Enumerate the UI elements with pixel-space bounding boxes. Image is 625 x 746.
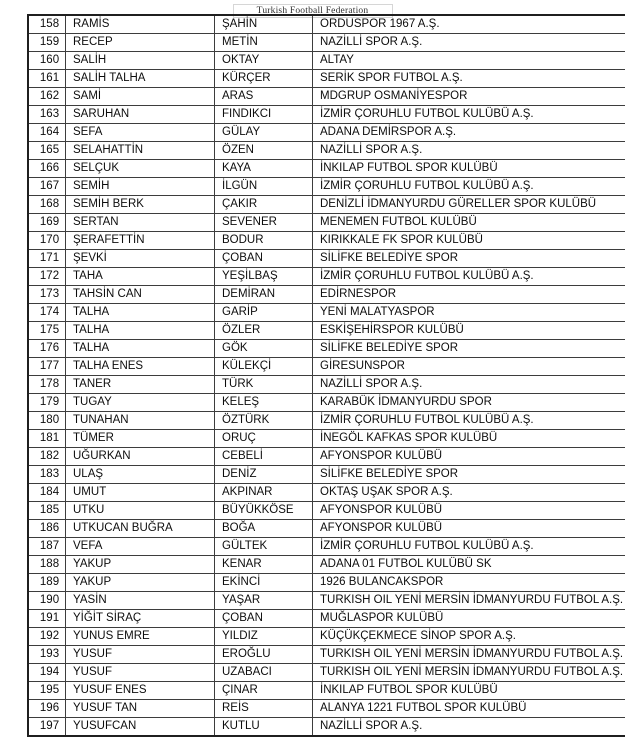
first-name-cell: UTKU: [66, 502, 215, 520]
table-row: [28, 214, 625, 232]
last-name-cell: İLGÜN: [215, 178, 313, 196]
first-name-cell: SALİH: [66, 52, 215, 70]
last-name-cell: EROĞLU: [215, 646, 313, 664]
first-name-cell: YASİN: [66, 592, 215, 610]
table-row: [28, 574, 625, 592]
table-row: [28, 610, 625, 628]
table-row: [28, 106, 625, 124]
last-name-cell: BODUR: [215, 232, 313, 250]
first-name-cell: SERTAN: [66, 214, 215, 232]
last-name-cell: ÇOBAN: [215, 610, 313, 628]
last-name-cell: ÇAKIR: [215, 196, 313, 214]
last-name-cell: REİS: [215, 700, 313, 718]
last-name-cell: KENAR: [215, 556, 313, 574]
first-name-cell: TANER: [66, 376, 215, 394]
first-name-cell: TALHA: [66, 322, 215, 340]
row-number-cell: 172: [28, 268, 66, 286]
first-name-cell: YAKUP: [66, 574, 215, 592]
first-name-cell: UTKUCAN BUĞRA: [66, 520, 215, 538]
table-row: [28, 412, 625, 430]
table-row: [28, 70, 625, 88]
club-cell: AFYONSPOR KULÜBÜ: [313, 502, 625, 520]
table-row: [28, 628, 625, 646]
club-cell: MENEMEN FUTBOL KULÜBÜ: [313, 214, 625, 232]
first-name-cell: YUNUS EMRE: [66, 628, 215, 646]
first-name-cell: YUSUF ENES: [66, 682, 215, 700]
first-name-cell: YİĞİT SİRAÇ: [66, 610, 215, 628]
last-name-cell: KUTLU: [215, 718, 313, 737]
row-number-cell: 167: [28, 178, 66, 196]
club-cell: İZMİR ÇORUHLU FUTBOL KULÜBÜ A.Ş.: [313, 538, 625, 556]
last-name-cell: METİN: [215, 34, 313, 52]
row-number-cell: 197: [28, 718, 66, 737]
table-row: [28, 124, 625, 142]
table-row: [28, 430, 625, 448]
first-name-cell: SALİH TALHA: [66, 70, 215, 88]
row-number-cell: 166: [28, 160, 66, 178]
club-cell: İZMİR ÇORUHLU FUTBOL KULÜBÜ A.Ş.: [313, 412, 625, 430]
row-number-cell: 193: [28, 646, 66, 664]
last-name-cell: DENİZ: [215, 466, 313, 484]
table-row: [28, 160, 625, 178]
table-row: [28, 358, 625, 376]
last-name-cell: ÖZTÜRK: [215, 412, 313, 430]
club-cell: İNKILAP FUTBOL SPOR KULÜBÜ: [313, 160, 625, 178]
row-number-cell: 165: [28, 142, 66, 160]
first-name-cell: UĞURKAN: [66, 448, 215, 466]
club-cell: ADANA 01 FUTBOL KULÜBÜ SK: [313, 556, 625, 574]
table-row: [28, 34, 625, 52]
last-name-cell: GÜLTEK: [215, 538, 313, 556]
row-number-cell: 174: [28, 304, 66, 322]
table-row: [28, 376, 625, 394]
table-row: [28, 502, 625, 520]
table-row: [28, 484, 625, 502]
row-number-cell: 158: [28, 15, 66, 34]
table-row: [28, 664, 625, 682]
row-number-cell: 168: [28, 196, 66, 214]
club-cell: ADANA DEMİRSPOR A.Ş.: [313, 124, 625, 142]
row-number-cell: 186: [28, 520, 66, 538]
first-name-cell: SARUHAN: [66, 106, 215, 124]
row-number-cell: 173: [28, 286, 66, 304]
first-name-cell: SEMİH BERK: [66, 196, 215, 214]
club-cell: KARABÜK İDMANYURDU SPOR: [313, 394, 625, 412]
last-name-cell: AKPINAR: [215, 484, 313, 502]
row-number-cell: 189: [28, 574, 66, 592]
row-number-cell: 161: [28, 70, 66, 88]
last-name-cell: ORUÇ: [215, 430, 313, 448]
last-name-cell: ÖZLER: [215, 322, 313, 340]
first-name-cell: ŞEVKİ: [66, 250, 215, 268]
row-number-cell: 184: [28, 484, 66, 502]
table-row: [28, 682, 625, 700]
first-name-cell: SEMİH: [66, 178, 215, 196]
last-name-cell: KELEŞ: [215, 394, 313, 412]
table-row: [28, 646, 625, 664]
club-cell: İZMİR ÇORUHLU FUTBOL KULÜBÜ A.Ş.: [313, 178, 625, 196]
last-name-cell: GÜLAY: [215, 124, 313, 142]
row-number-cell: 185: [28, 502, 66, 520]
club-cell: TURKISH OIL YENİ MERSİN İDMANYURDU FUTBOL A.Ş.: [313, 664, 625, 682]
row-number-cell: 188: [28, 556, 66, 574]
players-table-body: [28, 15, 625, 736]
first-name-cell: SELAHATTİN: [66, 142, 215, 160]
row-number-cell: 175: [28, 322, 66, 340]
row-number-cell: 170: [28, 232, 66, 250]
last-name-cell: CEBELİ: [215, 448, 313, 466]
first-name-cell: TÜMER: [66, 430, 215, 448]
club-cell: ALTAY: [313, 52, 625, 70]
table-row: [28, 592, 625, 610]
club-cell: GİRESUNSPOR: [313, 358, 625, 376]
first-name-cell: RECEP: [66, 34, 215, 52]
club-cell: İNEGÖL KAFKAS SPOR KULÜBÜ: [313, 430, 625, 448]
table-row: [28, 15, 625, 34]
row-number-cell: 192: [28, 628, 66, 646]
last-name-cell: OKTAY: [215, 52, 313, 70]
last-name-cell: YILDIZ: [215, 628, 313, 646]
club-cell: EDİRNESPOR: [313, 286, 625, 304]
first-name-cell: ULAŞ: [66, 466, 215, 484]
table-row: [28, 196, 625, 214]
last-name-cell: KAYA: [215, 160, 313, 178]
last-name-cell: YAŞAR: [215, 592, 313, 610]
club-cell: AFYONSPOR KULÜBÜ: [313, 520, 625, 538]
row-number-cell: 160: [28, 52, 66, 70]
row-number-cell: 159: [28, 34, 66, 52]
first-name-cell: YUSUF TAN: [66, 700, 215, 718]
row-number-cell: 195: [28, 682, 66, 700]
row-number-cell: 163: [28, 106, 66, 124]
club-cell: İZMİR ÇORUHLU FUTBOL KULÜBÜ A.Ş.: [313, 268, 625, 286]
club-cell: NAZİLLİ SPOR A.Ş.: [313, 376, 625, 394]
table-row: [28, 142, 625, 160]
table-row: [28, 88, 625, 106]
last-name-cell: DEMİRAN: [215, 286, 313, 304]
last-name-cell: ÇOBAN: [215, 250, 313, 268]
row-number-cell: 164: [28, 124, 66, 142]
last-name-cell: BOĞA: [215, 520, 313, 538]
players-table: [27, 14, 625, 737]
row-number-cell: 194: [28, 664, 66, 682]
first-name-cell: TALHA: [66, 304, 215, 322]
table-row: [28, 340, 625, 358]
first-name-cell: YUSUF: [66, 664, 215, 682]
club-cell: SİLİFKE BELEDİYE SPOR: [313, 340, 625, 358]
table-row: [28, 268, 625, 286]
row-number-cell: 176: [28, 340, 66, 358]
club-cell: TURKISH OIL YENİ MERSİN İDMANYURDU FUTBOL A.Ş.: [313, 646, 625, 664]
club-cell: DENİZLİ İDMANYURDU GÜRELLER SPOR KULÜBÜ: [313, 196, 625, 214]
club-cell: KIRIKKALE FK SPOR KULÜBÜ: [313, 232, 625, 250]
last-name-cell: GARİP: [215, 304, 313, 322]
club-cell: NAZİLLİ SPOR A.Ş.: [313, 718, 625, 737]
table-row: [28, 178, 625, 196]
table-row: [28, 448, 625, 466]
last-name-cell: GÖK: [215, 340, 313, 358]
last-name-cell: ARAS: [215, 88, 313, 106]
club-cell: MDGRUP OSMANİYESPOR: [313, 88, 625, 106]
table-row: [28, 322, 625, 340]
first-name-cell: SEFA: [66, 124, 215, 142]
last-name-cell: FINDIKCI: [215, 106, 313, 124]
row-number-cell: 183: [28, 466, 66, 484]
club-cell: İNKILAP FUTBOL SPOR KULÜBÜ: [313, 682, 625, 700]
page-header-title: Turkish Football Federation: [233, 4, 393, 18]
club-cell: AFYONSPOR KULÜBÜ: [313, 448, 625, 466]
first-name-cell: TUGAY: [66, 394, 215, 412]
club-cell: ALANYA 1221 FUTBOL SPOR KULÜBÜ: [313, 700, 625, 718]
first-name-cell: TAHSİN CAN: [66, 286, 215, 304]
row-number-cell: 179: [28, 394, 66, 412]
table-row: [28, 232, 625, 250]
table-row: [28, 718, 625, 737]
club-cell: SİLİFKE BELEDİYE SPOR: [313, 466, 625, 484]
club-cell: YENİ MALATYASPOR: [313, 304, 625, 322]
club-cell: 1926 BULANCAKSPOR: [313, 574, 625, 592]
row-number-cell: 182: [28, 448, 66, 466]
last-name-cell: ÖZEN: [215, 142, 313, 160]
last-name-cell: KÜRÇER: [215, 70, 313, 88]
first-name-cell: VEFA: [66, 538, 215, 556]
first-name-cell: YAKUP: [66, 556, 215, 574]
last-name-cell: UZABACI: [215, 664, 313, 682]
table-row: [28, 394, 625, 412]
row-number-cell: 177: [28, 358, 66, 376]
club-cell: ORDUSPOR 1967 A.Ş.: [313, 15, 625, 34]
last-name-cell: YEŞİLBAŞ: [215, 268, 313, 286]
last-name-cell: BÜYÜKKÖSE: [215, 502, 313, 520]
last-name-cell: EKİNCİ: [215, 574, 313, 592]
last-name-cell: ŞAHİN: [215, 15, 313, 34]
table-row: [28, 538, 625, 556]
last-name-cell: TÜRK: [215, 376, 313, 394]
first-name-cell: SAMİ: [66, 88, 215, 106]
club-cell: SİLİFKE BELEDİYE SPOR: [313, 250, 625, 268]
first-name-cell: TUNAHAN: [66, 412, 215, 430]
table-row: [28, 556, 625, 574]
first-name-cell: ŞERAFETTİN: [66, 232, 215, 250]
row-number-cell: 187: [28, 538, 66, 556]
first-name-cell: TALHA: [66, 340, 215, 358]
table-row: [28, 700, 625, 718]
first-name-cell: YUSUF: [66, 646, 215, 664]
club-cell: NAZİLLİ SPOR A.Ş.: [313, 142, 625, 160]
last-name-cell: KÜLEKÇİ: [215, 358, 313, 376]
club-cell: KÜÇÜKÇEKMECE SİNOP SPOR A.Ş.: [313, 628, 625, 646]
first-name-cell: TALHA ENES: [66, 358, 215, 376]
last-name-cell: ÇINAR: [215, 682, 313, 700]
club-cell: TURKISH OIL YENİ MERSİN İDMANYURDU FUTBOL A.Ş.: [313, 592, 625, 610]
table-row: [28, 250, 625, 268]
first-name-cell: YUSUFCAN: [66, 718, 215, 737]
last-name-cell: SEVENER: [215, 214, 313, 232]
row-number-cell: 181: [28, 430, 66, 448]
club-cell: SERİK SPOR FUTBOL A.Ş.: [313, 70, 625, 88]
club-cell: İZMİR ÇORUHLU FUTBOL KULÜBÜ A.Ş.: [313, 106, 625, 124]
row-number-cell: 169: [28, 214, 66, 232]
first-name-cell: TAHA: [66, 268, 215, 286]
table-row: [28, 520, 625, 538]
row-number-cell: 196: [28, 700, 66, 718]
club-cell: NAZİLLİ SPOR A.Ş.: [313, 34, 625, 52]
first-name-cell: SELÇUK: [66, 160, 215, 178]
table-row: [28, 304, 625, 322]
first-name-cell: UMUT: [66, 484, 215, 502]
row-number-cell: 162: [28, 88, 66, 106]
row-number-cell: 190: [28, 592, 66, 610]
club-cell: ESKİŞEHİRSPOR KULÜBÜ: [313, 322, 625, 340]
row-number-cell: 191: [28, 610, 66, 628]
table-row: [28, 52, 625, 70]
row-number-cell: 171: [28, 250, 66, 268]
table-row: [28, 466, 625, 484]
first-name-cell: RAMİS: [66, 15, 215, 34]
club-cell: OKTAŞ UŞAK SPOR A.Ş.: [313, 484, 625, 502]
table-row: [28, 286, 625, 304]
row-number-cell: 180: [28, 412, 66, 430]
row-number-cell: 178: [28, 376, 66, 394]
club-cell: MUĞLASPOR KULÜBÜ: [313, 610, 625, 628]
